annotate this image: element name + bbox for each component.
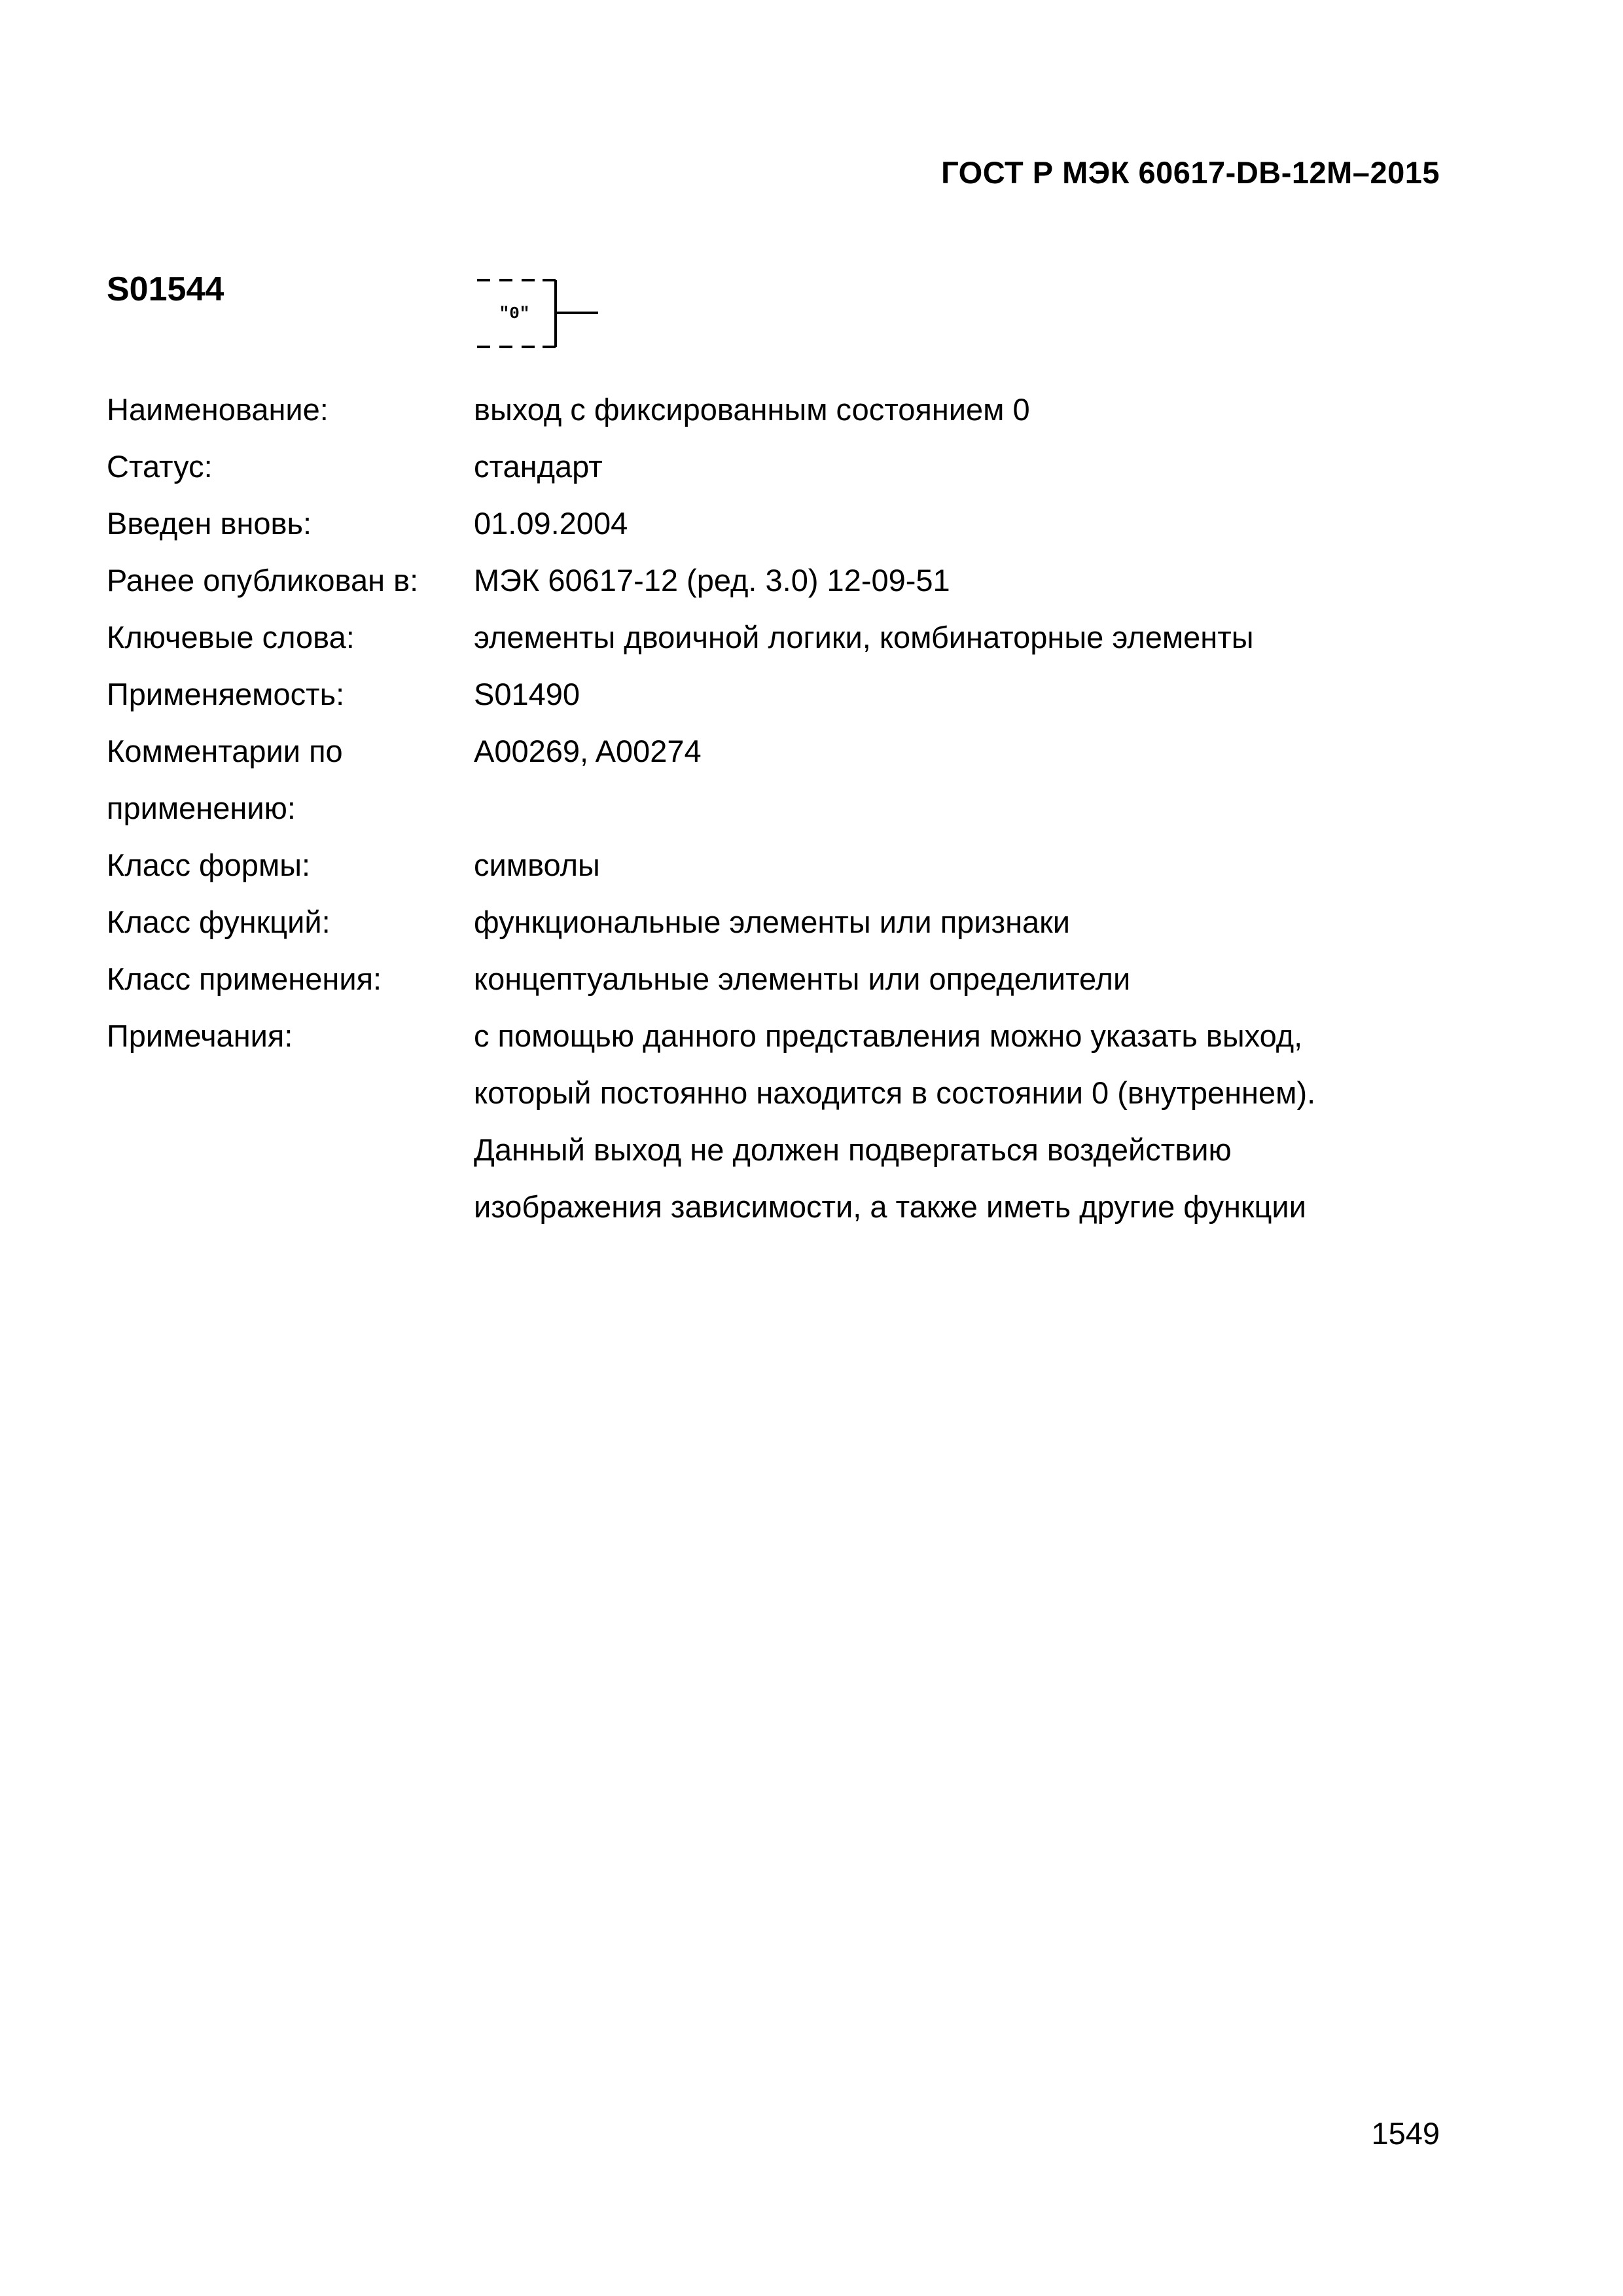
- field-label: Статус:: [107, 449, 213, 484]
- field-value: стандарт: [474, 449, 603, 484]
- field-label: Применяемость:: [107, 677, 345, 711]
- field-keywords-row: [107, 609, 1448, 666]
- symbol-properties: [107, 381, 1448, 1235]
- field-label: Ключевые слова:: [107, 620, 355, 655]
- field-comments-row: [107, 723, 1448, 836]
- field-published-row: [107, 552, 1448, 609]
- field-label: Класс функций:: [107, 905, 330, 939]
- field-shape-class-row: [107, 836, 1448, 893]
- field-label: Введен вновь:: [107, 506, 312, 541]
- field-status-row: [107, 438, 1448, 495]
- page-number: 1549: [1371, 2116, 1440, 2151]
- field-value: элементы двоичной логики, комбинаторные элементы: [474, 620, 1254, 655]
- logic-output-symbol-icon: [474, 274, 605, 352]
- field-label: Примечания:: [107, 1018, 293, 1053]
- field-label: Наименование:: [107, 392, 329, 427]
- symbol-state-label: "0": [499, 304, 530, 323]
- field-value: символы: [474, 848, 600, 882]
- field-function-class-row: [107, 893, 1448, 950]
- document-header: ГОСТ Р МЭК 60617-DB-12M–2015: [941, 155, 1440, 190]
- symbol-code: S01544: [107, 270, 224, 308]
- field-label: Ранее опубликован в:: [107, 563, 419, 598]
- field-introduced-row: [107, 495, 1448, 552]
- field-application-class-row: [107, 950, 1448, 1007]
- field-value: концептуальные элементы или определители: [474, 961, 1131, 996]
- field-value: функциональные элементы или признаки: [474, 905, 1070, 939]
- field-notes-row: [107, 1007, 1448, 1235]
- field-value: S01490: [474, 677, 580, 711]
- field-label: Класс формы:: [107, 848, 311, 882]
- field-value: 01.09.2004: [474, 506, 628, 541]
- field-applicability-row: [107, 666, 1448, 723]
- field-value: A00269, A00274: [474, 734, 702, 768]
- field-label: Комментарии по применению:: [107, 734, 343, 825]
- field-name-row: [107, 381, 1448, 438]
- field-value: МЭК 60617-12 (ред. 3.0) 12-09-51: [474, 563, 950, 598]
- field-value: с помощью данного представления можно указать выход, который постоянно находится в состоянии 0 (внутреннем). Данный выход не должен подвергаться воздействию изображения зависимости, а также иметь другие функции: [474, 1018, 1316, 1224]
- field-label: Класс применения:: [107, 961, 382, 996]
- field-value: выход с фиксированным состоянием 0: [474, 392, 1030, 427]
